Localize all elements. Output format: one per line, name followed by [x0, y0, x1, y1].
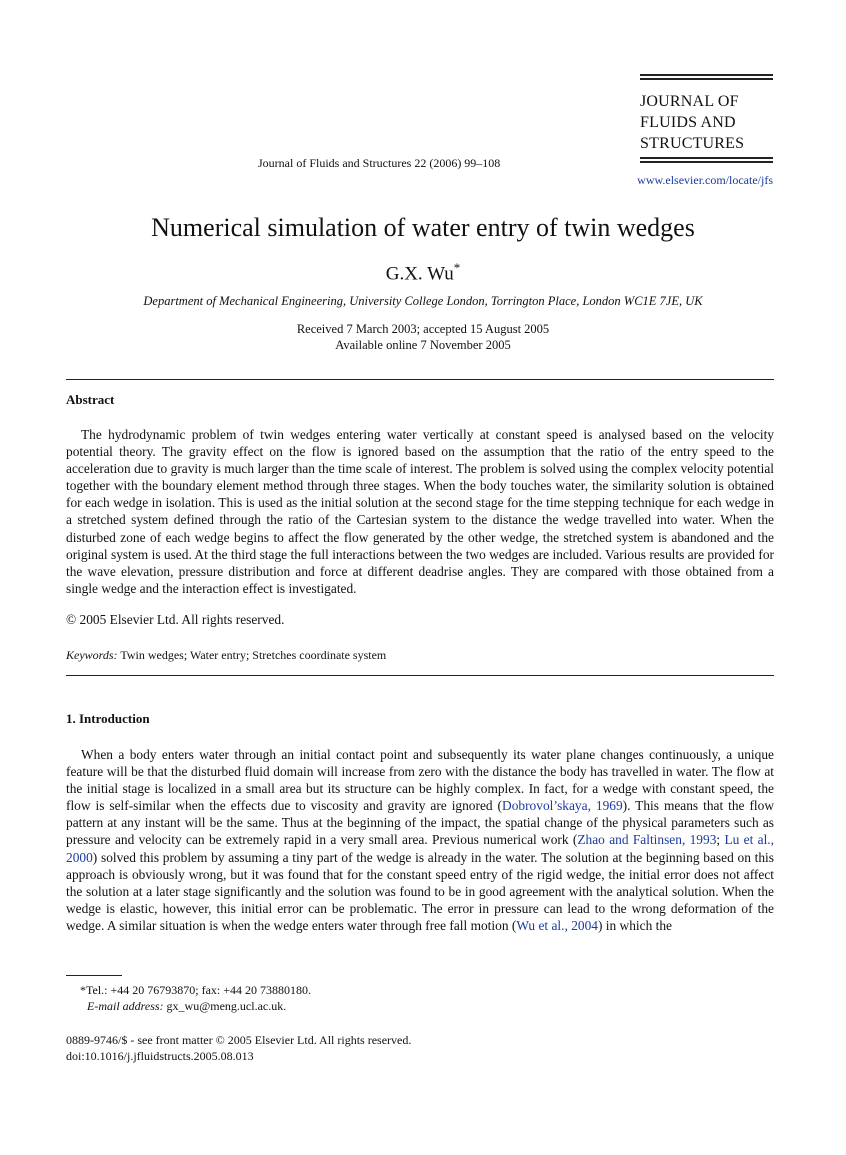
footnote-email	[87, 999, 286, 1014]
keywords-label: Keywords:	[66, 648, 118, 662]
citation-link[interactable]: Zhao and Faltinsen, 1993	[577, 832, 717, 848]
intro-text-part: ) in which the	[597, 917, 672, 933]
author-footnote-mark[interactable]: *	[453, 260, 461, 275]
introduction-paragraph	[66, 746, 774, 934]
intro-text-part: ;	[716, 832, 725, 848]
abstract-bottom-divider	[66, 675, 774, 676]
paper-title: Numerical simulation of water entry of twin wedges	[151, 213, 695, 242]
section-heading-introduction: 1. Introduction	[66, 711, 150, 726]
intro-text-part: When a body enters water through an initial contact point and subsequently its water plane changes continuously, a unique feature will be that the disturbed fluid domain will increase from zero with the distance the body has travelled in water. The flow at the initial stage is localized in a small area but its structure can be highly complex. In fact, for a wedge with constant speed, the flow is self-similar when the effects due to viscosity and gravity are ignored (	[66, 747, 774, 814]
abstract-copyright: © 2005 Elsevier Ltd. All rights reserved.	[66, 612, 285, 627]
abstract-heading: Abstract	[66, 392, 115, 407]
issn-line: 0889-9746/$ - see front matter © 2005 Elsevier Ltd. All rights reserved.	[66, 1033, 412, 1047]
keywords-text: Twin wedges; Water entry; Stretches coordinate system	[120, 648, 387, 662]
available-date: Available online 7 November 2005	[335, 338, 511, 352]
front-matter	[66, 1032, 411, 1064]
footnote-contact: *Tel.: +44 20 76793870; fax: +44 20 73880180.	[80, 983, 312, 997]
citation-link[interactable]: Wu et al., 2004	[516, 917, 598, 933]
affiliation: Department of Mechanical Engineering, University College London, Torrington Place, London WC1E 7JE, UK	[143, 294, 703, 308]
journal-brand	[640, 91, 780, 154]
abstract-top-divider	[66, 379, 774, 380]
doi-line[interactable]: doi:10.1016/j.jfluidstructs.2005.08.013	[66, 1049, 254, 1063]
intro-text-part: ). This means that the flow pattern at any instant will be the same. Thus at the beginning of the impact, the spatial change of the physical parameters such as pressure and velocity can be extremely rapid in a very small area. Previous numerical work (	[66, 798, 774, 848]
footnote-divider	[66, 975, 122, 976]
journal-citation: Journal of Fluids and Structures 22 (2006) 99–108	[258, 156, 501, 170]
brand-bottom-rules	[640, 157, 773, 165]
intro-text-part: ) solved this problem by assuming a tiny part of the wedge is already in the water. The solution at the beginning based on this approach is obviously wrong, but it was found that for the constant speed entry of the rigid wedge, the initial error does not affect the solution at a later stage significantly and the solution was found to be in good agreement with the analytical solution. When the wedge is elastic, however, this initial error can be problematic. The error in pressure can lead to the wrong deformation of the wedge. A similar situation is when the wedge enters water through free fall motion (	[66, 849, 774, 933]
email-address[interactable]: gx_wu@meng.ucl.ac.uk.	[166, 999, 287, 1013]
brand-top-rules	[640, 74, 773, 82]
journal-brand-line3: STRUCTURES	[640, 135, 745, 152]
received-date: Received 7 March 2003; accepted 15 August 2005	[296, 322, 550, 336]
journal-brand-line2: FLUIDS AND	[640, 114, 736, 131]
citation-link[interactable]: Lu et al., 2000	[66, 832, 774, 865]
keywords	[66, 648, 386, 663]
email-label: E-mail address:	[87, 999, 164, 1013]
journal-brand-line1: JOURNAL OF	[640, 93, 739, 110]
publication-dates	[0, 321, 846, 353]
citation-link[interactable]: Dobrovol’skaya, 1969	[502, 798, 623, 814]
abstract-text: The hydrodynamic problem of twin wedges entering water vertically at constant speed is analysed based on the velocity potential theory. The gravity effect on the flow is ignored based on the assumption that the ratio of the entry speed to the acceleration due to gravity is much larger than the time scale of interest. The problem is solved using the complex velocity potential together with the boundary element method through three stages. When the body touches water, the similarity solution is obtained for each wedge in isolation. This is used as the initial solution at the second stage for the time stepping technique for each wedge in a stretched system defined through the ratio of the Cartesian system to the distance the wedge travelled into water. When the disturbed zone of each wedge begins to affect the flow generated by the other wedge, the stretched system is abandoned and the original system is used. At the third stage the full interactions between the two wedges are included. Various results are provided for the wave elevation, pressure distribution and force at different deadrise angles. They are compared with those obtained from a single wedge and the interaction effect is investigated.	[66, 427, 774, 596]
journal-url-link[interactable]: www.elsevier.com/locate/jfs	[637, 173, 773, 187]
author-name: G.X. Wu	[385, 263, 454, 285]
author	[0, 260, 846, 285]
